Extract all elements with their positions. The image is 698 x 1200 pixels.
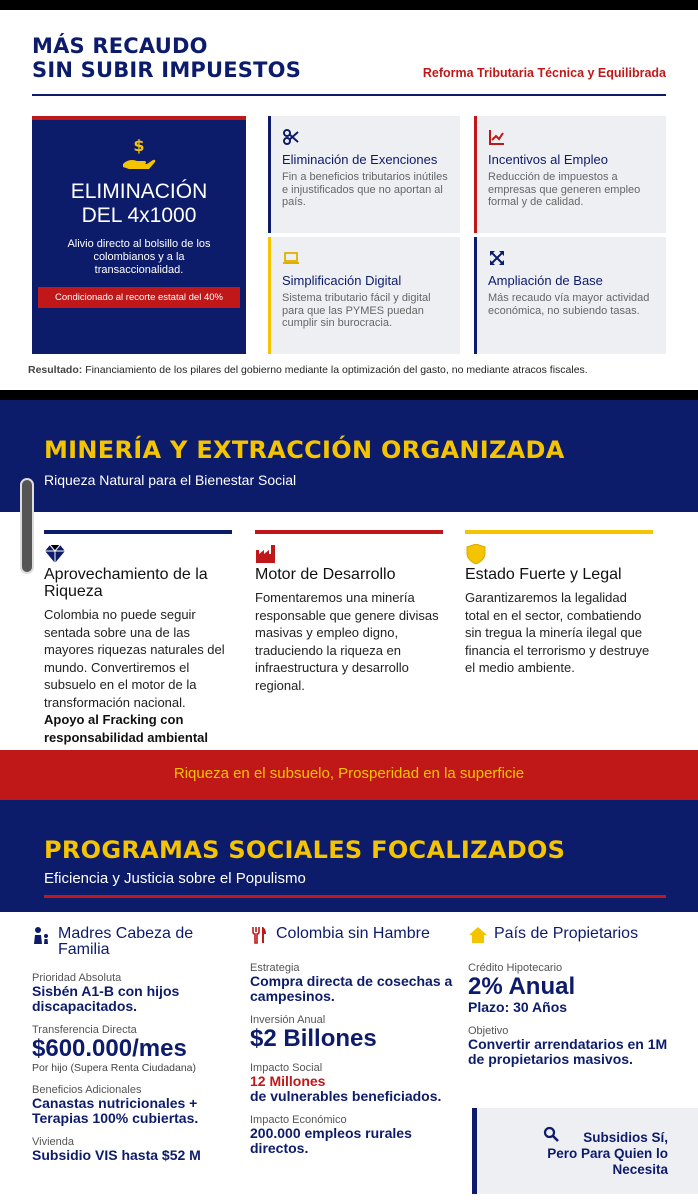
card-accent xyxy=(268,237,271,354)
program-propietarios: País de Propietarios Crédito Hipotecario 2% Anual Plazo: 30 Años Objetivo Convertir arrendatarios en 1M de propietarios masivos. xyxy=(468,925,668,1067)
scissors-icon xyxy=(282,128,300,146)
card-accent xyxy=(268,116,271,233)
card-accent xyxy=(474,116,477,233)
program-title: Madres Cabeza de Familia xyxy=(32,926,232,958)
section-subtitle: Eficiencia y Justicia sobre el Populismo xyxy=(44,870,306,887)
section-subtitle: Riqueza Natural para el Bienestar Social xyxy=(44,472,297,488)
chart-line-icon xyxy=(488,128,506,146)
gem-icon xyxy=(44,544,66,564)
card-exenciones: Eliminación de Exenciones Fin a beneficios tributarios inútiles e injustificados que no aportan al país. xyxy=(268,116,460,233)
program-madres: Madres Cabeza de Familia Prioridad Absoluta Sisbén A1-B con hijos discapacitados. Transferencia Directa $600.000/mes Por hijo (Supera Renta Ciudadana) Beneficios Adicionales Canastas nutricionales + Terapias 100% cubiertas. Vivienda Subsidio VIS hasta $52 M xyxy=(32,926,232,1163)
column-riqueza: Aprovechamiento de la Riqueza Colombia no puede seguir sentada sobre una de las mayores riquezas naturales del mundo. Convertiremos el subsuelo en el motor de la transformación nacional. Apoyo al Fracking con responsabilidad ambiental xyxy=(44,530,234,746)
program-title: País de Propietarios xyxy=(468,926,668,942)
scrollbar-handle[interactable] xyxy=(20,478,34,574)
svg-text:$: $ xyxy=(133,136,145,155)
program-title: Colombia sin Hambre xyxy=(250,926,460,942)
feature-headline: ELIMINACIÓN DEL 4x1000 xyxy=(70,180,208,227)
column-accent xyxy=(465,530,653,534)
factory-icon xyxy=(255,544,277,564)
card-base: Ampliación de Base Más recaudo vía mayor actividad económica, no subiendo tasas. xyxy=(474,237,666,354)
section-title: MINERÍA Y EXTRACCIÓN ORGANIZADA xyxy=(44,436,565,464)
expand-arrows-icon xyxy=(488,249,506,267)
result-text: Resultado: Financiamiento de los pilares del gobierno mediante la optimización del gasto, no mediante atracos fiscales. xyxy=(28,364,588,376)
house-icon xyxy=(468,926,486,944)
feature-condition: Condicionado al recorte estatal del 40% xyxy=(38,287,240,308)
utensils-icon xyxy=(250,926,268,944)
shield-icon xyxy=(465,544,487,564)
slogan-band: Riqueza en el subsuelo, Prosperidad en la superficie xyxy=(0,750,698,800)
card-empleo: Incentivos al Empleo Reducción de impuestos a empresas que generen empleo formal y de calidad. xyxy=(474,116,666,233)
laptop-icon xyxy=(282,249,300,267)
feature-description: Alivio directo al bolsillo de los colombianos y a la transaccionalidad. xyxy=(67,238,211,276)
program-hambre: Colombia sin Hambre Estrategia Compra directa de cosechas a campesinos. Inversión Anual $2 Billones Impacto Social 12 Millones de vulnerables beneficiados. Impacto Económico 200.000 empleos rurales directos. xyxy=(250,926,460,1156)
card-digital: Simplificación Digital Sistema tributario fácil y digital para que las PYMES puedan cumplir sin burocracia. xyxy=(268,237,460,354)
mining-section xyxy=(0,400,698,800)
mother-child-icon xyxy=(32,926,50,944)
column-accent xyxy=(255,530,443,534)
column-accent xyxy=(44,530,232,534)
hand-money-icon xyxy=(119,134,159,174)
section-banner xyxy=(0,800,698,912)
card-accent xyxy=(474,237,477,354)
quote-text: Subsidios Sí, Pero Para Quien lo Necesita xyxy=(547,1130,668,1177)
column-motor: Motor de Desarrollo Fomentaremos una minería responsable que genere divisas masivas y empleo digno, traduciendo la riqueza en infraestructura y desarrollo regional. xyxy=(255,530,445,694)
section-subtitle: Reforma Tributaria Técnica y Equilibrada xyxy=(422,66,666,80)
section-title: PROGRAMAS SOCIALES FOCALIZADOS xyxy=(44,836,566,864)
column-estado: Estado Fuerte y Legal Garantizaremos la legalidad total en el sector, combatiendo sin tregua la minería ilegal que financia el terrorismo y destruye el medio ambiente. xyxy=(465,530,655,677)
section-title: MÁS RECAUDO SIN SUBIR IMPUESTOS xyxy=(32,34,302,82)
section-banner xyxy=(0,400,698,512)
divider xyxy=(44,895,666,898)
tax-reform-section xyxy=(0,10,698,390)
quote-box xyxy=(472,1108,698,1194)
feature-card xyxy=(32,116,246,354)
divider xyxy=(32,94,666,96)
